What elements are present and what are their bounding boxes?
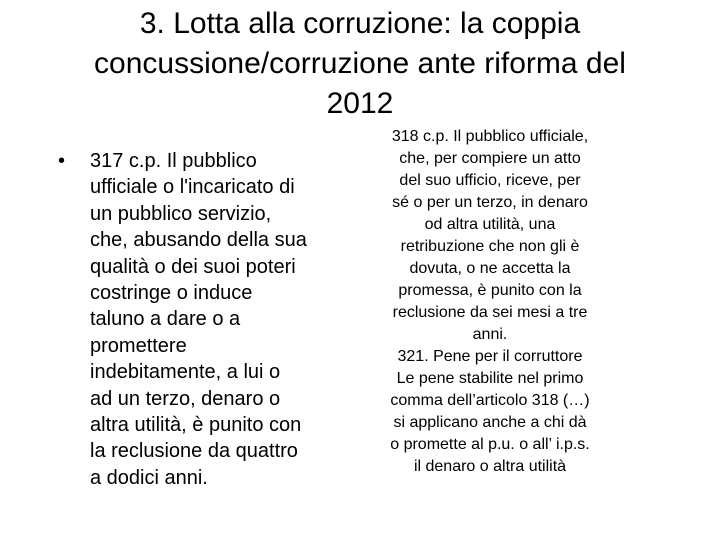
article-317-lines [90,148,307,491]
bullet-point: • [58,150,66,172]
slide-title [30,4,690,124]
left-line: altra utilità, è punito con [90,414,302,437]
left-line: a dodici anni. [90,466,208,489]
left-line: ufficiale o l'incaricato di [90,176,295,199]
slide-title-line-1: 3. Lotta alla corruzione: la coppia [139,7,581,40]
right-line: od altra utilità, una [424,216,556,233]
right-line: comma dell’articolo 318 (…) [390,392,590,409]
right-line: del suo ufficio, riceve, per [399,172,581,189]
right-line: retribuzione che non gli è [400,238,580,255]
slide-title-line-2: concussione/corruzione ante riforma del [94,47,626,80]
left-line: qualità o dei suoi poteri [90,255,296,278]
right-line: dovuta, o ne accetta la [409,260,571,277]
slide-title-line-3: 2012 [326,87,394,120]
right-line: sé o per un terzo, in denaro [392,194,588,211]
right-line: reclusione da sei mesi a tre [392,304,588,321]
left-line: la reclusione da quattro [90,440,298,463]
left-line: indebitamente, a lui o [90,361,281,384]
left-line: che, abusando della sua [90,229,307,252]
right-line: 318 c.p. Il pubblico ufficiale, [391,128,589,145]
right-line: Le pene stabilite nel primo [396,370,584,387]
left-line: taluno a dare o a [90,308,241,331]
right-line: anni. [472,326,508,343]
right-line: promessa, è punito con la [398,282,582,299]
right-line: o promette al p.u. o all’ i.p.s. [390,436,590,453]
right-line: 321. Pene per il corruttore [397,348,583,365]
left-line: ad un terzo, denaro o [90,387,281,410]
left-line: 317 c.p. Il pubblico [90,150,257,172]
article-318-321-text [310,126,670,478]
right-line: si applicano anche a chi dà [393,414,587,431]
left-line: promettere [90,334,187,357]
left-line: costringe o induce [90,282,253,305]
left-line: un pubblico servizio, [90,202,272,225]
right-line: il denaro o altra utilità [413,458,567,475]
right-line: che, per compiere un atto [399,150,581,167]
